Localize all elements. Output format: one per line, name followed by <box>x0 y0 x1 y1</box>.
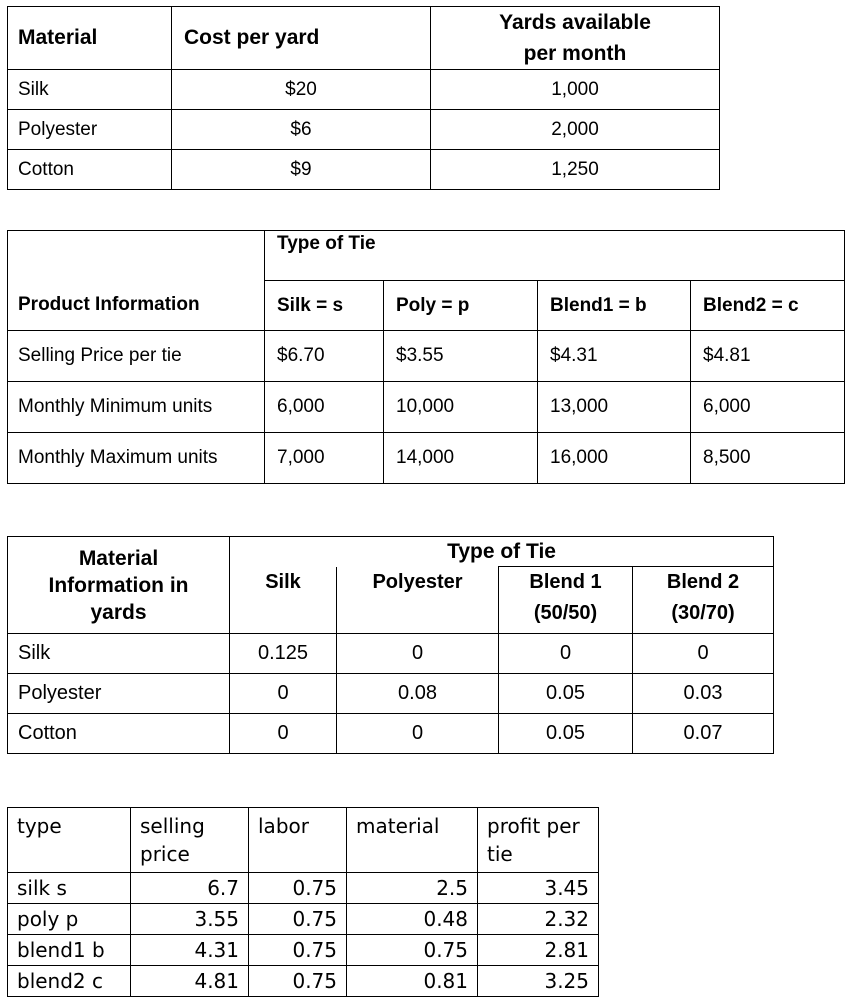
column-header-line: Blend 2 <box>666 571 740 593</box>
profit-table <box>7 807 599 997</box>
row-label: Polyester <box>8 674 230 714</box>
selling-price: 6.7 <box>131 873 249 904</box>
material-name: Polyester <box>8 110 172 150</box>
cell-value: 0 <box>337 714 499 754</box>
tie-type: silk s <box>8 873 131 904</box>
table-header-row <box>8 537 774 567</box>
cell-value: 0.07 <box>633 714 774 754</box>
column-header: Silk = s <box>265 281 384 331</box>
table-header-row <box>8 281 845 331</box>
table-row <box>8 966 599 997</box>
header-cost: Cost per yard <box>172 7 431 70</box>
table-row <box>8 634 774 674</box>
labor-cost: 0.75 <box>249 966 347 997</box>
cell-value: 0.05 <box>499 714 633 754</box>
cell-value: $6.70 <box>265 331 384 382</box>
header-yards-line2: per month <box>523 42 627 65</box>
cell-value: $3.55 <box>384 331 538 382</box>
cell-value: 0 <box>633 634 774 674</box>
table-row <box>8 714 774 754</box>
product-info-header: Product Information <box>8 281 265 331</box>
material-info-table <box>7 536 774 754</box>
column-header: Blend1 = b <box>538 281 691 331</box>
empty-cell <box>8 231 265 281</box>
header-line: Information in <box>48 573 189 597</box>
table-row <box>8 110 720 150</box>
labor-cost: 0.75 <box>249 873 347 904</box>
cell-value: 6,000 <box>265 382 384 433</box>
column-header-line: (50/50) <box>533 602 598 624</box>
column-header: Blend2 = c <box>691 281 845 331</box>
cell-value: 8,500 <box>691 433 845 484</box>
cell-value: 13,000 <box>538 382 691 433</box>
cell-value: 0.125 <box>230 634 337 674</box>
table-row <box>8 674 774 714</box>
profit-per-tie: 3.25 <box>478 966 599 997</box>
materials-table <box>7 6 720 190</box>
column-header <box>337 567 499 634</box>
column-header <box>499 567 633 634</box>
cell-value: $4.81 <box>691 331 845 382</box>
cell-value: 0 <box>499 634 633 674</box>
header-yards <box>431 7 720 70</box>
table-row <box>8 904 599 935</box>
type-of-tie-header: Type of Tie <box>265 231 845 281</box>
labor-cost: 0.75 <box>249 935 347 966</box>
column-header: selling price <box>131 808 249 873</box>
row-label: Silk <box>8 634 230 674</box>
material-yards: 1,000 <box>431 70 720 110</box>
row-label: Monthly Minimum units <box>8 382 265 433</box>
table-row <box>8 331 845 382</box>
cell-value: 0.03 <box>633 674 774 714</box>
table-header-row <box>8 231 845 281</box>
header-yards-line1: Yards available <box>499 11 651 34</box>
material-name: Silk <box>8 70 172 110</box>
header-material: Material <box>8 7 172 70</box>
cell-value: 16,000 <box>538 433 691 484</box>
cell-value: 0 <box>337 634 499 674</box>
table-row <box>8 935 599 966</box>
material-cost: 0.81 <box>347 966 478 997</box>
column-header-line: Silk <box>265 570 301 593</box>
product-info-table <box>7 230 845 484</box>
selling-price: 4.81 <box>131 966 249 997</box>
table-row <box>8 433 845 484</box>
column-header: type <box>8 808 131 873</box>
material-cost: $6 <box>172 110 431 150</box>
material-info-header <box>8 537 230 634</box>
table-header-row <box>8 7 720 70</box>
material-cost: 0.75 <box>347 935 478 966</box>
material-cost: 0.48 <box>347 904 478 935</box>
profit-per-tie: 3.45 <box>478 873 599 904</box>
material-name: Cotton <box>8 150 172 190</box>
column-header <box>633 567 774 634</box>
tie-type: blend1 b <box>8 935 131 966</box>
labor-cost: 0.75 <box>249 904 347 935</box>
column-header-line: (30/70) <box>671 602 735 624</box>
cell-value: 6,000 <box>691 382 845 433</box>
table-row <box>8 70 720 110</box>
table-row <box>8 382 845 433</box>
material-cost: $9 <box>172 150 431 190</box>
material-cost: $20 <box>172 70 431 110</box>
column-header: profit per tie <box>478 808 599 873</box>
cell-value: $4.31 <box>538 331 691 382</box>
profit-per-tie: 2.32 <box>478 904 599 935</box>
profit-per-tie: 2.81 <box>478 935 599 966</box>
material-cost: 2.5 <box>347 873 478 904</box>
header-line: yards <box>90 600 147 624</box>
column-header: labor <box>249 808 347 873</box>
selling-price: 4.31 <box>131 935 249 966</box>
table-row <box>8 873 599 904</box>
type-of-tie-header: Type of Tie <box>230 537 774 567</box>
column-header <box>230 567 337 634</box>
cell-value: 0.05 <box>499 674 633 714</box>
row-label: Monthly Maximum units <box>8 433 265 484</box>
header-line: Material <box>78 546 159 570</box>
cell-value: 0.08 <box>337 674 499 714</box>
table-row <box>8 150 720 190</box>
material-yards: 2,000 <box>431 110 720 150</box>
cell-value: 14,000 <box>384 433 538 484</box>
cell-value: 10,000 <box>384 382 538 433</box>
column-header: Poly = p <box>384 281 538 331</box>
table-header-row <box>8 808 599 873</box>
cell-value: 0 <box>230 674 337 714</box>
row-label: Selling Price per tie <box>8 331 265 382</box>
column-header-line: Blend 1 <box>529 571 602 593</box>
tie-type: poly p <box>8 904 131 935</box>
cell-value: 7,000 <box>265 433 384 484</box>
tie-type: blend2 c <box>8 966 131 997</box>
column-header: material <box>347 808 478 873</box>
row-label: Cotton <box>8 714 230 754</box>
selling-price: 3.55 <box>131 904 249 935</box>
material-yards: 1,250 <box>431 150 720 190</box>
cell-value: 0 <box>230 714 337 754</box>
column-header-line: Polyester <box>372 570 463 593</box>
